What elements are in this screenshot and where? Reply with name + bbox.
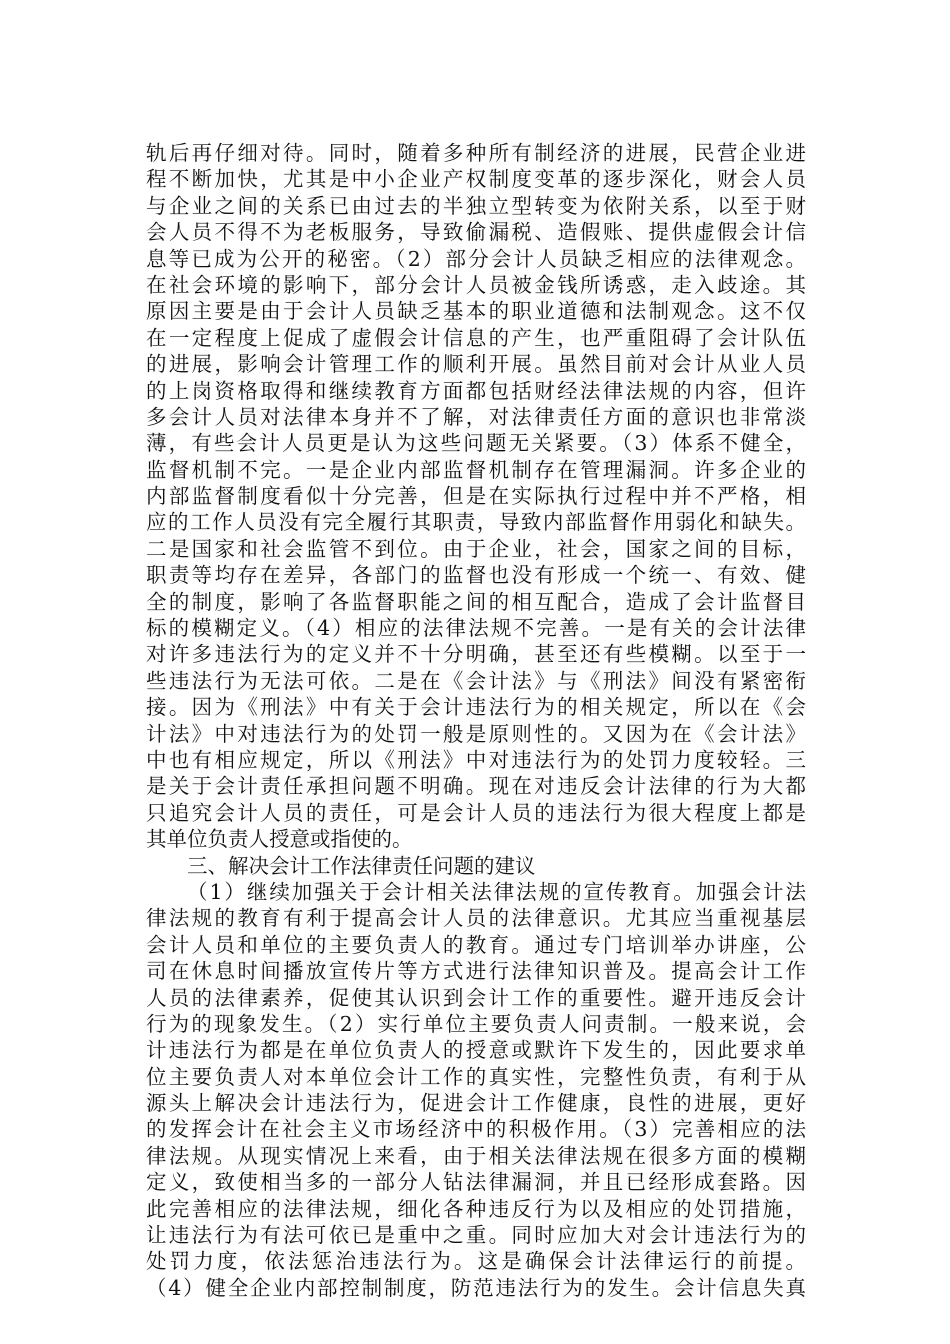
text-line: 全的制度，影响了各监督职能之间的相互配合，造成了会计监督目 (146, 589, 806, 614)
text-line: （4）健全企业内部控制制度，防范违法行为的发生。会计信息失真 (146, 1275, 806, 1300)
text-line: 行为的现象发生。（2）实行单位主要负责人问责制。一般来说，会 (146, 1011, 806, 1036)
text-line: 息等已成为公开的秘密。（2）部分会计人员缺乏相应的法律观念。 (146, 246, 806, 271)
text-line: 位主要负责人对本单位会计工作的真实性，完整性负责，有利于从 (146, 1064, 806, 1089)
text-line: 接。因为《刑法》中有关于会计违法行为的相关规定，所以在《会 (146, 695, 806, 720)
text-line: 与企业之间的关系已由过去的半独立型转变为依附关系，以至于财 (146, 193, 806, 218)
text-line: 定义，致使相当多的一部分人钻法律漏洞，并且已经形成套路。因 (146, 1170, 806, 1195)
text-line: 内部监督制度看似十分完善，但是在实际执行过程中并不严格，相 (146, 484, 806, 509)
text-line: 原因主要是由于会计人员缺乏基本的职业道德和法制观念。这不仅 (146, 299, 806, 324)
text-line: 在一定程度上促成了虚假会计信息的产生，也严重阻碍了会计队伍 (146, 325, 806, 350)
text-line: 中也有相应规定，所以《刑法》中对违法行为的处罚力度较轻。三 (146, 747, 806, 772)
text-line: 计违法行为都是在单位负责人的授意或默许下发生的，因此要求单 (146, 1038, 806, 1063)
text-line: 对许多违法行为的定义并不十分明确，甚至还有些模糊。以至于一 (146, 642, 806, 667)
text-line: 的发挥会计在社会主义市场经济中的积极作用。（3）完善相应的法 (146, 1117, 806, 1142)
text-line: 的上岗资格取得和继续教育方面都包括财经法律法规的内容，但许 (146, 378, 806, 403)
text-line: 程不断加快，尤其是中小企业产权制度变革的逐步深化，财会人员 (146, 167, 806, 192)
body-text (146, 140, 806, 1301)
text-line: （1）继续加强关于会计相关法律法规的宣传教育。加强会计法 (187, 879, 806, 904)
text-line: 应的工作人员没有完全履行其职责，导致内部监督作用弱化和缺失。 (146, 510, 806, 535)
text-line: 让违法行为有法可依已是重中之重。同时应加大对会计违法行为的 (146, 1223, 806, 1248)
text-line: 司在休息时间播放宣传片等方式进行法律知识普及。提高会计工作 (146, 959, 806, 984)
text-line: 标的模糊定义。（4）相应的法律法规不完善。一是有关的会计法律 (146, 616, 806, 641)
text-line: 多会计人员对法律本身并不了解，对法律责任方面的意识也非常淡 (146, 404, 806, 429)
text-line: 些违法行为无法可依。二是在《会计法》与《刑法》间没有紧密衔 (146, 668, 806, 693)
text-line: 二是国家和社会监管不到位。由于企业，社会，国家之间的目标， (146, 536, 806, 561)
text-line: 只追究会计人员的责任，可是会计人员的违法行为很大程度上都是 (146, 800, 806, 825)
text-line: 此完善相应的法律法规，细化各种违反行为以及相应的处罚措施， (146, 1196, 806, 1221)
text-line: 在社会环境的影响下，部分会计人员被金钱所诱惑，走入歧途。其 (146, 272, 806, 297)
text-line: 会人员不得不为老板服务，导致偷漏税、造假账、提供虚假会计信 (146, 220, 806, 245)
text-line: 律法规的教育有利于提高会计人员的法律意识。尤其应当重视基层 (146, 906, 806, 931)
text-line: 职责等均存在差异，各部门的监督也没有形成一个统一、有效、健 (146, 563, 806, 588)
text-line: 源头上解决会计违法行为，促进会计工作健康，良性的进展，更好 (146, 1091, 806, 1116)
text-line: 监督机制不完。一是企业内部监督机制存在管理漏洞。许多企业的 (146, 457, 806, 482)
text-line: 薄，有些会计人员更是认为这些问题无关紧要。（3）体系不健全， (146, 431, 806, 456)
text-line: 轨后再仔细对待。同时，随着多种所有制经济的进展，民营企业进 (146, 141, 806, 165)
text-line: 是关于会计责任承担问题不明确。现在对违反会计法律的行为大都 (146, 774, 806, 799)
text-line: 计法》中对违法行为的处罚一般是原则性的。又因为在《会计法》 (146, 721, 806, 746)
text-line: 其单位负责人授意或指使的。 (146, 827, 413, 852)
text-line: 会计人员和单位的主要负责人的教育。通过专门培训举办讲座，公 (146, 932, 806, 957)
text-line: 人员的法律素养，促使其认识到会计工作的重要性。避开违反会计 (146, 985, 806, 1010)
text-line: 律法规。从现实情况上来看，由于相关法律法规在很多方面的模糊 (146, 1143, 806, 1168)
section-heading: 三、解决会计工作法律责任问题的建议 (187, 853, 536, 878)
text-line: 处罚力度，依法惩治违法行为。这是确保会计法律运行的前提。 (146, 1249, 806, 1274)
text-line: 的进展，影响会计管理工作的顺利开展。虽然目前对会计从业人员 (146, 352, 806, 377)
